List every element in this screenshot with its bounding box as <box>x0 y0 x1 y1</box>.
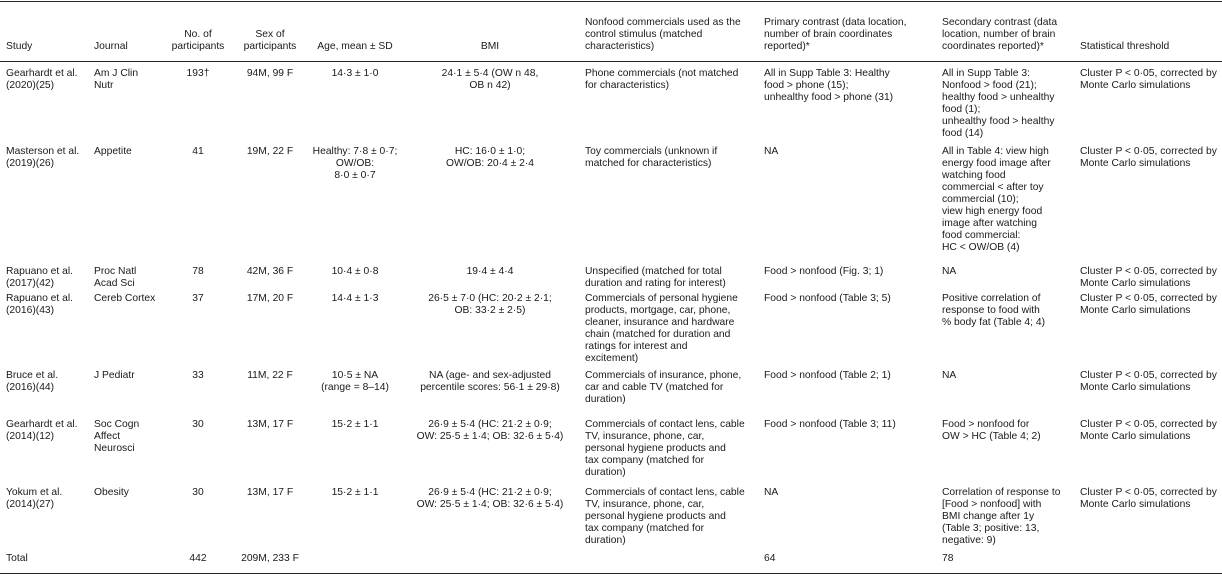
cell-threshold-line: Monte Carlo simulations <box>1080 499 1191 510</box>
cell-threshold-line: Monte Carlo simulations <box>1080 382 1191 393</box>
cell-age-line: 15·2 ± 1·1 <box>331 419 379 430</box>
cell-journal <box>94 68 156 92</box>
cell-secondary-line: % body fat (Table 4; 4) <box>942 317 1046 328</box>
column-header-n-line: participants <box>171 41 225 52</box>
cell-study <box>6 370 86 394</box>
cell-n <box>166 370 230 382</box>
column-header-bmi <box>410 11 570 53</box>
cell-sex <box>234 419 306 431</box>
cell-secondary-line: Correlation of response to <box>942 487 1061 498</box>
cell-sex <box>234 68 306 80</box>
cell-threshold <box>1080 293 1218 317</box>
column-header-age <box>306 11 404 53</box>
cell-secondary-line: BMI change after 1y <box>942 511 1035 522</box>
cell-sex-line: 13M, 17 F <box>246 419 294 430</box>
cell-bmi <box>410 68 570 92</box>
cell-nonfood <box>585 487 763 547</box>
cell-nonfood-line: for characteristics) <box>585 80 670 91</box>
cell-age <box>306 146 404 182</box>
cell-secondary-line: healthy food > unhealthy <box>942 92 1055 103</box>
column-header-primary <box>764 11 934 53</box>
cell-primary-line: Food > nonfood (Table 3; 11) <box>764 419 896 430</box>
cell-threshold <box>1080 370 1218 394</box>
cell-nonfood-line: excitement) <box>585 353 639 364</box>
column-header-threshold <box>1080 11 1218 53</box>
cell-primary-line: NA <box>764 146 779 157</box>
cell-threshold-line: Monte Carlo simulations <box>1080 158 1191 169</box>
cell-nonfood-line: ratings for interest and <box>585 341 688 352</box>
cell-n <box>166 419 230 431</box>
cell-journal-line: Nutr <box>94 80 114 91</box>
cell-threshold-line: Cluster P < 0·05, corrected by <box>1080 419 1217 430</box>
cell-n-line: 37 <box>192 293 204 304</box>
cell-bmi-line: 26·9 ± 5·4 (HC: 21·2 ± 0·9; <box>428 487 552 498</box>
cell-secondary-line: Nonfood > food (21); <box>942 80 1037 91</box>
cell-primary <box>764 553 934 565</box>
cell-threshold-line: Monte Carlo simulations <box>1080 431 1191 442</box>
cell-nonfood <box>585 293 763 365</box>
cell-bmi <box>410 146 570 170</box>
cell-nonfood-line: tax company (matched for <box>585 523 705 534</box>
cell-n-line: 33 <box>192 370 204 381</box>
cell-secondary-line: response to food with <box>942 305 1040 316</box>
cell-study-line: (2014)(12) <box>6 431 55 442</box>
cell-nonfood <box>585 146 763 170</box>
cell-n-line: 78 <box>192 266 204 277</box>
cell-threshold-line: Cluster P < 0·05, corrected by <box>1080 370 1217 381</box>
cell-nonfood-line: duration) <box>585 535 626 546</box>
cell-study-line: (2017)(42) <box>6 278 55 289</box>
cell-age-line: OW/OB: <box>335 158 375 169</box>
cell-study <box>6 487 86 511</box>
column-header-nonfood-line: Nonfood commercials used as the <box>585 17 741 28</box>
cell-sex-line: 17M, 20 F <box>246 293 294 304</box>
cell-threshold <box>1080 68 1218 92</box>
cell-journal-line: Neurosci <box>94 443 135 454</box>
cell-age-line: 8·0 ± 0·7 <box>334 170 376 181</box>
cell-secondary-line: commercial < after toy <box>942 182 1044 193</box>
cell-age-line: 14·3 ± 1·0 <box>331 68 379 79</box>
cell-primary <box>764 370 934 382</box>
cell-n <box>166 487 230 499</box>
cell-primary-line: unhealthy food > phone (31) <box>764 92 894 103</box>
cell-secondary-line: HC < OW/OB (4) <box>942 242 1020 253</box>
cell-primary <box>764 146 934 158</box>
cell-n <box>166 68 230 80</box>
cell-threshold-line: Monte Carlo simulations <box>1080 80 1191 91</box>
cell-journal-line: Affect <box>94 431 121 442</box>
cell-primary-line: Food > nonfood (Table 3; 5) <box>764 293 891 304</box>
cell-nonfood-line: Phone commercials (not matched <box>585 68 739 79</box>
cell-journal-line: Soc Cogn <box>94 419 140 430</box>
cell-secondary-line: (Table 3; positive: 13, <box>942 523 1040 534</box>
column-header-n <box>166 11 230 53</box>
cell-secondary-line: All in Table 4: view high <box>942 146 1049 157</box>
cell-age-line: (range = 8–14) <box>321 382 389 393</box>
cell-nonfood-line: Commercials of insurance, phone, <box>585 370 742 381</box>
column-header-journal <box>94 11 156 53</box>
cell-secondary-line: 78 <box>942 553 954 564</box>
cell-bmi-line: 26·5 ± 7·0 (HC: 20·2 ± 2·1; <box>428 293 552 304</box>
cell-age <box>306 370 404 394</box>
cell-age-line: 14·4 ± 1·3 <box>331 293 379 304</box>
cell-sex-line: 209M, 233 F <box>241 553 299 564</box>
cell-study-line: (2016)(44) <box>6 382 55 393</box>
cell-sex <box>234 293 306 305</box>
cell-journal-line: Proc Natl <box>94 266 137 277</box>
cell-bmi-line: 26·9 ± 5·4 (HC: 21·2 ± 0·9; <box>428 419 552 430</box>
column-header-primary-line: number of brain coordinates <box>764 29 893 40</box>
cell-sex-line: 42M, 36 F <box>246 266 294 277</box>
cell-secondary-line: negative: 9) <box>942 535 996 546</box>
cell-n <box>166 146 230 158</box>
cell-journal-line: Appetite <box>94 146 132 157</box>
column-header-age-line: Age, mean ± SD <box>317 41 393 52</box>
cell-secondary-line: OW > HC (Table 4; 2) <box>942 431 1041 442</box>
cell-nonfood-line: Commercials of personal hygiene <box>585 293 738 304</box>
header-rule <box>0 61 1222 62</box>
column-header-sex-line: Sex of <box>255 29 285 40</box>
cell-bmi <box>410 487 570 511</box>
cell-secondary-line: food commercial: <box>942 230 1021 241</box>
cell-journal <box>94 419 156 455</box>
column-header-study <box>6 11 86 53</box>
cell-age <box>306 419 404 431</box>
cell-nonfood <box>585 370 763 406</box>
cell-sex <box>234 266 306 278</box>
cell-age <box>306 266 404 278</box>
cell-primary <box>764 68 934 104</box>
cell-nonfood <box>585 419 763 479</box>
cell-study-line: (2019)(26) <box>6 158 55 169</box>
column-header-study-line: Study <box>6 41 33 52</box>
cell-bmi-line: NA (age- and sex-adjusted <box>429 370 551 381</box>
cell-nonfood-line: Commercials of contact lens, cable <box>585 419 745 430</box>
cell-secondary <box>942 370 1072 382</box>
column-header-nonfood <box>585 11 763 53</box>
cell-primary-line: food > phone (15); <box>764 80 849 91</box>
cell-secondary <box>942 293 1072 329</box>
cell-journal <box>94 146 156 158</box>
cell-secondary <box>942 68 1072 140</box>
cell-journal <box>94 487 156 499</box>
cell-journal-line: Obesity <box>94 487 129 498</box>
cell-nonfood-line: car and cable TV (matched for <box>585 382 724 393</box>
cell-secondary-line: unhealthy food > healthy <box>942 116 1055 127</box>
cell-secondary-line: NA <box>942 266 957 277</box>
cell-secondary <box>942 487 1072 547</box>
column-header-secondary-line: coordinates reported)* <box>942 41 1044 52</box>
cell-study-line: Yokum et al. <box>6 487 63 498</box>
cell-study-line: (2020)(25) <box>6 80 55 91</box>
column-header-secondary-line: location, number of brain <box>942 29 1056 40</box>
cell-threshold-line: Cluster P < 0·05, corrected by <box>1080 68 1217 79</box>
cell-study <box>6 553 86 565</box>
cell-secondary-line: NA <box>942 370 957 381</box>
cell-threshold <box>1080 419 1218 443</box>
cell-primary <box>764 293 934 305</box>
cell-bmi-line: 19·4 ± 4·4 <box>466 266 514 277</box>
cell-sex-line: 13M, 17 F <box>246 487 294 498</box>
cell-nonfood-line: products, mortgage, car, phone, <box>585 305 731 316</box>
cell-primary <box>764 419 934 431</box>
cell-threshold-line: Cluster P < 0·05, corrected by <box>1080 146 1217 157</box>
cell-age <box>306 293 404 305</box>
cell-primary <box>764 487 934 499</box>
cell-n-line: 193† <box>186 68 210 79</box>
cell-sex <box>234 553 306 565</box>
cell-secondary-line: energy food image after <box>942 158 1051 169</box>
cell-n-line: 442 <box>189 553 207 564</box>
cell-nonfood-line: Toy commercials (unknown if <box>585 146 718 157</box>
cell-bmi-line: HC: 16·0 ± 1·0; <box>454 146 526 157</box>
cell-sex <box>234 487 306 499</box>
cell-nonfood-line: Unspecified (matched for total <box>585 266 722 277</box>
cell-threshold-line: Cluster P < 0·05, corrected by <box>1080 487 1217 498</box>
cell-nonfood-line: tax company (matched for <box>585 455 705 466</box>
column-header-sex-line: participants <box>243 41 297 52</box>
cell-nonfood-line: duration and rating for interest) <box>585 278 726 289</box>
cell-journal-line: Acad Sci <box>94 278 135 289</box>
column-header-nonfood-line: characteristics) <box>585 41 655 52</box>
cell-sex-line: 94M, 99 F <box>246 68 294 79</box>
cell-secondary-line: view high energy food <box>942 206 1043 217</box>
cell-bmi <box>410 293 570 317</box>
cell-threshold <box>1080 146 1218 170</box>
cell-journal <box>94 370 156 382</box>
cell-nonfood <box>585 68 763 92</box>
cell-secondary <box>942 419 1072 443</box>
cell-study-line: Gearhardt et al. <box>6 419 78 430</box>
cell-bmi-line: OB: 33·2 ± 2·5) <box>454 305 526 316</box>
column-header-secondary <box>942 11 1072 53</box>
cell-nonfood-line: Commercials of contact lens, cable <box>585 487 745 498</box>
cell-primary-line: 64 <box>764 553 776 564</box>
cell-study-line: Gearhardt et al. <box>6 68 78 79</box>
column-header-secondary-line: Secondary contrast (data <box>942 17 1058 28</box>
cell-threshold-line: Cluster P < 0·05, corrected by <box>1080 266 1217 277</box>
cell-nonfood <box>585 266 763 290</box>
cell-age <box>306 68 404 80</box>
cell-nonfood-line: matched for characteristics) <box>585 158 712 169</box>
cell-primary-line: All in Supp Table 3: Healthy <box>764 68 890 79</box>
cell-bmi-line: 24·1 ± 5·4 (OW n 48, <box>441 68 539 79</box>
cell-age-line: Healthy: 7·8 ± 0·7; <box>312 146 398 157</box>
cell-age-line: 15·2 ± 1·1 <box>331 487 379 498</box>
cell-n <box>166 293 230 305</box>
column-header-threshold-line: Statistical threshold <box>1080 41 1170 52</box>
cell-primary-line: NA <box>764 487 779 498</box>
cell-study <box>6 419 86 443</box>
cell-sex <box>234 370 306 382</box>
cell-secondary-line: [Food > nonfood] with <box>942 499 1042 510</box>
cell-study-line: (2014)(27) <box>6 499 55 510</box>
cell-primary-line: Food > nonfood (Table 2; 1) <box>764 370 891 381</box>
cell-journal <box>94 266 156 290</box>
cell-age <box>306 487 404 499</box>
cell-n-line: 41 <box>192 146 204 157</box>
cell-study-line: Masterson et al. <box>6 146 80 157</box>
cell-journal-line: J Pediatr <box>94 370 135 381</box>
cell-secondary-line: All in Supp Table 3: <box>942 68 1030 79</box>
cell-n <box>166 553 230 565</box>
cell-bmi-line: OW: 25·5 ± 1·4; OB: 32·6 ± 5·4) <box>416 431 564 442</box>
cell-bmi <box>410 266 570 278</box>
cell-threshold-line: Monte Carlo simulations <box>1080 305 1191 316</box>
cell-sex <box>234 146 306 158</box>
cell-primary-line: Food > nonfood (Fig. 3; 1) <box>764 266 884 277</box>
cell-nonfood-line: personal hygiene products and <box>585 443 726 454</box>
column-header-primary-line: Primary contrast (data location, <box>764 17 907 28</box>
cell-sex-line: 19M, 22 F <box>246 146 294 157</box>
cell-n-line: 30 <box>192 487 204 498</box>
cell-nonfood-line: duration) <box>585 394 626 405</box>
cell-bmi-line: OB n 42) <box>469 80 511 91</box>
cell-study <box>6 146 86 170</box>
cell-study-line: (2016)(43) <box>6 305 55 316</box>
cell-threshold <box>1080 266 1218 290</box>
cell-nonfood-line: chain (matched for duration and <box>585 329 731 340</box>
cell-bmi-line: OW/OB: 20·4 ± 2·4 <box>445 158 535 169</box>
cell-study-line: Rapuano et al. <box>6 293 73 304</box>
cell-threshold <box>1080 487 1218 511</box>
cell-journal-line: Am J Clin <box>94 68 139 79</box>
cell-study <box>6 293 86 317</box>
cell-nonfood-line: TV, insurance, phone, car, <box>585 431 705 442</box>
cell-secondary <box>942 266 1072 278</box>
cell-nonfood-line: cleaner, insurance and hardware <box>585 317 735 328</box>
cell-journal-line: Cereb Cortex <box>94 293 156 304</box>
cell-primary <box>764 266 934 278</box>
cell-secondary-line: Food > nonfood for <box>942 419 1030 430</box>
column-header-n-line: No. of <box>184 29 212 40</box>
column-header-nonfood-line: control stimulus (matched <box>585 29 703 40</box>
cell-secondary-line: Positive correlation of <box>942 293 1041 304</box>
cell-journal <box>94 293 156 305</box>
cell-nonfood-line: TV, insurance, phone, car, <box>585 499 705 510</box>
cell-secondary <box>942 553 1072 565</box>
column-header-bmi-line: BMI <box>480 41 500 52</box>
cell-study <box>6 68 86 92</box>
table-bottom-rule <box>0 573 1222 574</box>
cell-study-line: Rapuano et al. <box>6 266 73 277</box>
cell-age-line: 10·5 ± NA <box>331 370 379 381</box>
column-header-primary-line: reported)* <box>764 41 810 52</box>
cell-age-line: 10·4 ± 0·8 <box>331 266 379 277</box>
cell-threshold-line: Cluster P < 0·05, corrected by <box>1080 293 1217 304</box>
cell-nonfood-line: duration) <box>585 467 626 478</box>
cell-bmi-line: OW: 25·5 ± 1·4; OB: 32·6 ± 5·4) <box>416 499 564 510</box>
cell-n <box>166 266 230 278</box>
cell-study-line: Bruce et al. <box>6 370 59 381</box>
cell-secondary-line: image after watching <box>942 218 1038 229</box>
cell-bmi-line: percentile scores: 56·1 ± 29·8) <box>420 382 560 393</box>
table-top-rule <box>0 1 1222 2</box>
cell-secondary-line: food (1); <box>942 104 981 115</box>
cell-secondary-line: commercial (10); <box>942 194 1019 205</box>
column-header-sex <box>234 11 306 53</box>
cell-study <box>6 266 86 290</box>
cell-bmi <box>410 370 570 394</box>
cell-n-line: 30 <box>192 419 204 430</box>
column-header-journal-line: Journal <box>94 41 128 52</box>
cell-bmi <box>410 419 570 443</box>
cell-study-line: Total <box>6 553 28 564</box>
cell-sex-line: 11M, 22 F <box>247 370 293 381</box>
cell-nonfood-line: personal hygiene products and <box>585 511 726 522</box>
cell-threshold-line: Monte Carlo simulations <box>1080 278 1191 289</box>
cell-secondary <box>942 146 1072 254</box>
cell-secondary-line: watching food <box>942 170 1006 181</box>
cell-secondary-line: food (14) <box>942 128 984 139</box>
